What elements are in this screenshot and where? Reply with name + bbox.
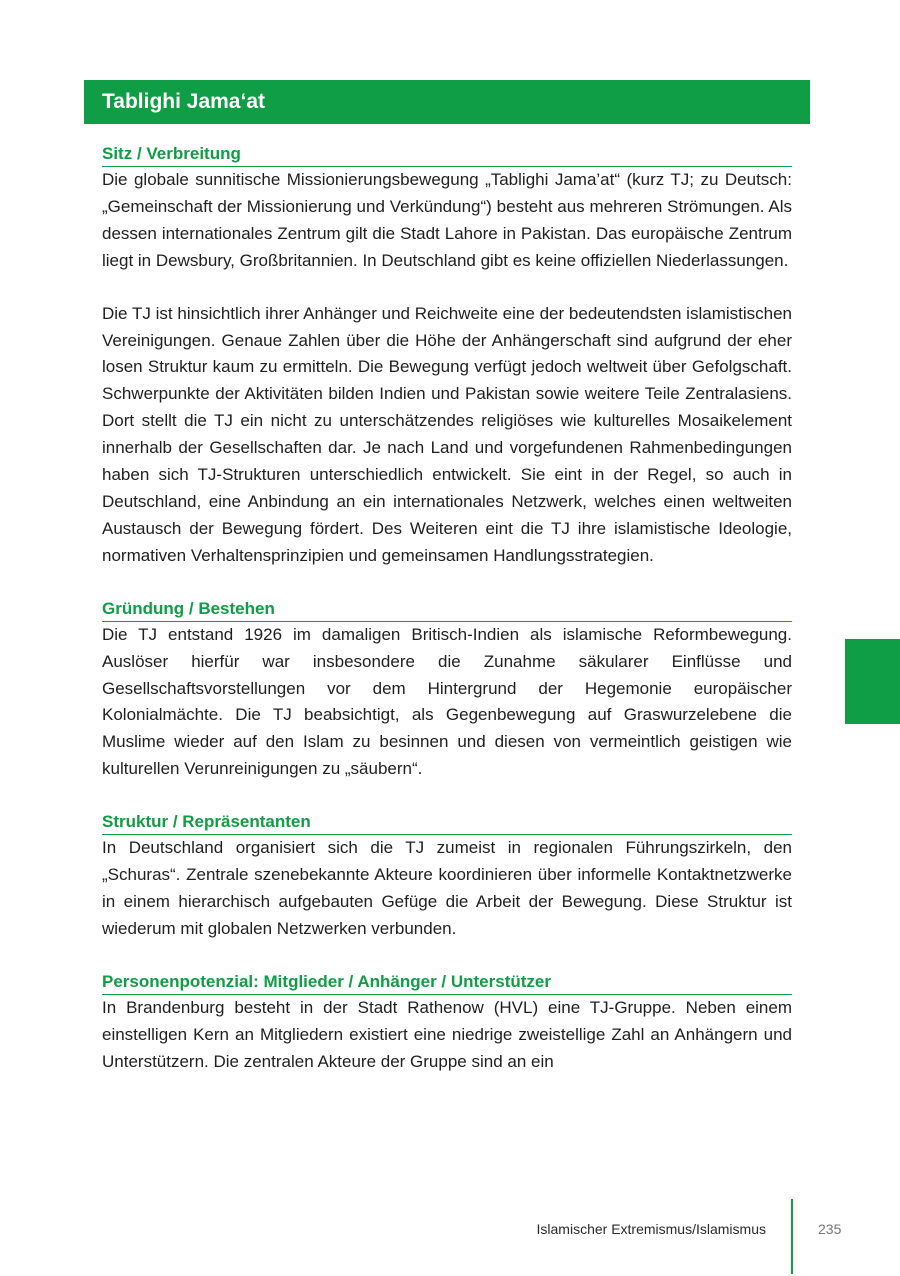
paragraph: Die TJ ist hinsichtlich ihrer Anhänger und Reichweite eine der bedeutendsten islamistischen Vereinigungen. Genaue Zahlen über die Höhe der Anhängerschaft sind aufgrund der eher losen Struktur kaum zu ermitteln. Die Bewegung verfügt jedoch weltweit über Gefolgschaft. Schwerpunkte der Aktivitäten bilden Indien und Pakistan sowie weitere Teile Zentralasiens. Dort stellt die TJ ein nicht zu unterschätzendes religiöses wie kulturelles Mosaikelement innerhalb der Gesellschaften dar. Je nach Land und vorgefundenen Rahmenbedingungen haben sich TJ-Strukturen unterschiedlich entwickelt. Sie eint in der Regel, so auch in Deutschland, eine Anbindung an ein internationales Netzwerk, welches einen weltweiten Austausch der Bewegung fördert. Des Weiteren eint die TJ ihre islamistische Ideologie, normativen Verhaltensprinzipien und gemeinsamen Handlungsstrategien.: [102, 303, 792, 565]
paragraph: In Deutschland organisiert sich die TJ zumeist in regionalen Führungszirkeln, den „Schuras“. Zentrale szenebekannte Akteure koordinieren über informelle Kontaktnetzwerke in einem hierarchisch aufgebauten Gefüge die Arbeit der Bewegung. Diese Struktur ist wiederum mit globalen Netzwerken verbunden.: [102, 838, 792, 938]
section-heading-struktur: Struktur / Repräsentanten: [102, 810, 792, 835]
main-content: [102, 142, 792, 1075]
paragraph: Die globale sunnitische Missionierungsbewegung „Tablighi Jama’at“ (kurz TJ; zu Deutsch: „Gemeinschaft der Missionierung und Verkündung“) besteht aus mehreren Strömungen. Als dessen internationales Zentrum gilt die Stadt Lahore in Pakistan. Das europäische Zentrum liegt in Dewsbury, Großbritannien. In Deutschland gibt es keine offiziellen Niederlassungen.: [102, 170, 792, 270]
footer-divider: [791, 1199, 793, 1274]
chapter-side-tab: [845, 639, 900, 724]
section-heading-personenpotenzial: Personenpotenzial: Mitglieder / Anhänger / Unterstützer: [102, 970, 792, 995]
page-title: Tablighi Jama‘at: [102, 90, 265, 113]
paragraph: In Brandenburg besteht in der Stadt Rathenow (HVL) eine TJ-Gruppe. Neben einem einstelligen Kern an Mitgliedern existiert eine niedrige zweistellige Zahl an Anhängern und Unterstützern. Die zentralen Akteure der Gruppe sind an ein: [102, 997, 792, 1071]
paragraph: Die TJ entstand 1926 im damaligen Britisch-Indien als islamische Reformbewegung. Auslöser hierfür war insbesondere die Zunahme säkularer Einflüsse und Gesellschaftsvorstellungen vor dem Hintergrund der Hegemonie europäischer Kolonialmächte. Die TJ beabsichtigt, als Gegenbewegung auf Graswurzelebene die Muslime wieder auf den Islam zu besinnen und diesen von vermeintlich geistigen wie kulturellen Verunreinigungen zu „säubern“.: [102, 624, 792, 779]
page-number: 235: [818, 1221, 842, 1237]
section-heading-sitz: Sitz / Verbreitung: [102, 142, 792, 167]
chapter-title-bar: [84, 80, 810, 124]
footer-chapter-title: Islamischer Extremismus/Islamismus: [536, 1221, 766, 1237]
section-heading-gruendung: Gründung / Bestehen: [102, 597, 792, 622]
